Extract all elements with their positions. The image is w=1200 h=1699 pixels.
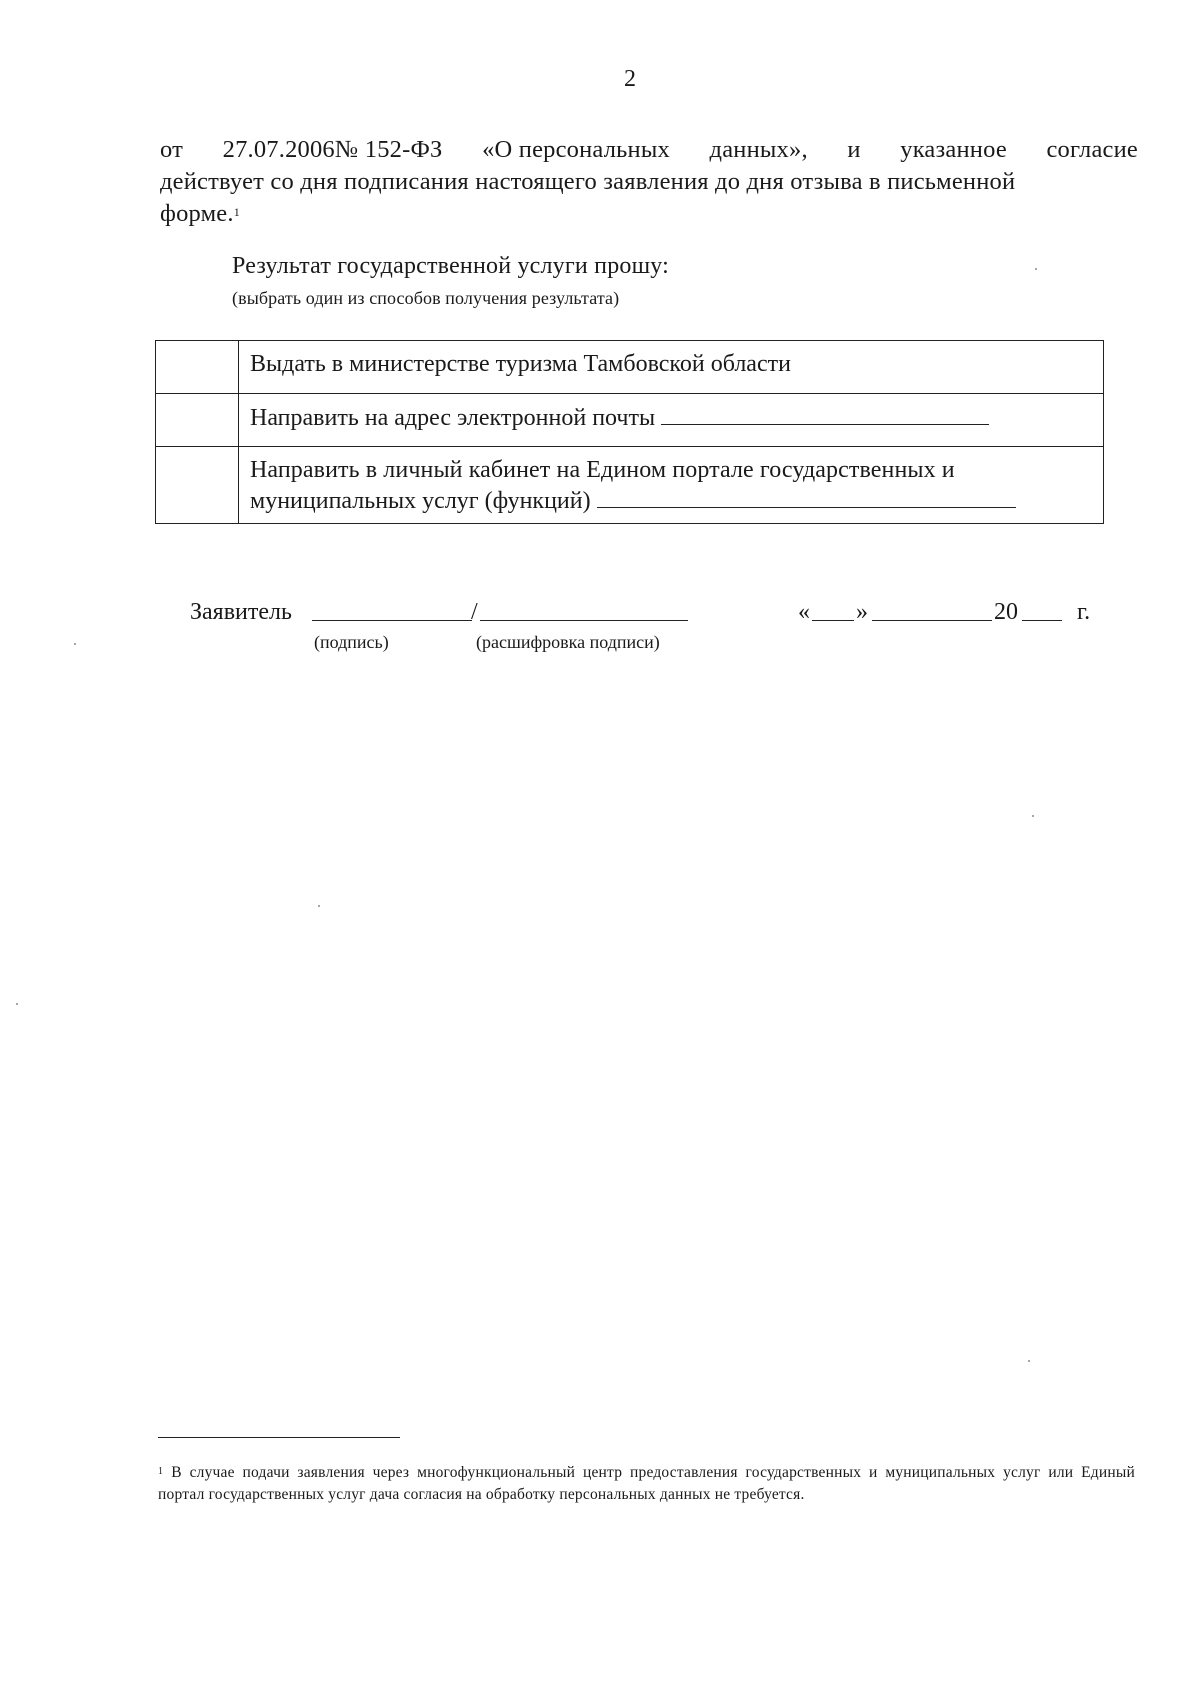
scan-speck <box>318 905 320 907</box>
date-year-prefix: 20 <box>994 599 1018 625</box>
consent-paragraph <box>160 134 1138 230</box>
option-label <box>239 394 1104 447</box>
consent-line-3 <box>160 198 1138 230</box>
footnote-divider <box>158 1437 400 1438</box>
footnote <box>158 1462 1135 1506</box>
option-row <box>156 341 1104 394</box>
applicant-label: Заявитель <box>190 599 292 625</box>
option-label <box>239 341 1104 394</box>
signature-caption: (подпись) <box>314 632 389 652</box>
date-month-field[interactable] <box>872 620 992 621</box>
option-checkbox-portal[interactable] <box>156 447 239 524</box>
page-number: 2 <box>624 66 636 92</box>
signature-field[interactable] <box>312 620 472 621</box>
footnote-text: В случае подачи заявления через многофункциональный центр предоставления государственных и муниципальных услуг или Единый портал государственных услуг дача согласия на обработку персональных данных не требуется. <box>158 1464 1135 1503</box>
date-year-field[interactable] <box>1022 620 1062 621</box>
consent-word: от <box>160 136 184 163</box>
option-checkbox-ministry[interactable] <box>156 341 239 394</box>
option-row <box>156 394 1104 447</box>
footnote-reference[interactable]: 1 <box>233 205 240 219</box>
option-label-line: Направить в личный кабинет на Едином портале государственных и <box>250 457 955 483</box>
portal-account-field[interactable] <box>597 485 1016 508</box>
consent-word: согласие <box>1046 136 1138 163</box>
consent-line-3-text: форме. <box>160 200 234 227</box>
consent-word: «О персональных <box>482 136 670 163</box>
email-field[interactable] <box>661 402 989 425</box>
date-quote-open: « <box>798 599 810 625</box>
date-quote-close: » <box>856 599 868 625</box>
option-label-text: муниципальных услуг (функций) <box>250 488 591 514</box>
scan-speck <box>1032 815 1034 817</box>
result-hint: (выбрать один из способов получения результата) <box>232 288 620 308</box>
option-label <box>239 447 1104 524</box>
option-label-text: Выдать в министерстве туризма Тамбовской области <box>250 351 791 377</box>
option-checkbox-email[interactable] <box>156 394 239 447</box>
footnote-number: 1 <box>158 1466 164 1477</box>
result-title: Результат государственной услуги прошу: <box>232 253 670 279</box>
consent-word: и <box>847 136 861 163</box>
consent-line-1 <box>160 134 1138 166</box>
consent-line-2: действует со дня подписания настоящего заявления до дня отзыва в письменной <box>160 168 1016 195</box>
signature-decode-caption: (расшифровка подписи) <box>476 632 660 652</box>
consent-word: указанное <box>900 136 1007 163</box>
consent-word: 27.07.2006№ 152-ФЗ <box>222 136 443 163</box>
signature-decode-field[interactable] <box>480 620 688 621</box>
scan-speck <box>1035 268 1037 270</box>
date-year-suffix: г. <box>1077 599 1091 625</box>
date-day-field[interactable] <box>812 620 854 621</box>
option-label-text: Направить на адрес электронной почты <box>250 405 656 431</box>
result-options-table <box>155 340 1104 524</box>
signature-slash: / <box>471 599 478 625</box>
option-label-line-2 <box>250 485 1097 516</box>
signature-row <box>190 599 1130 633</box>
consent-word: данных», <box>709 136 808 163</box>
scan-speck <box>1028 1360 1030 1362</box>
option-row <box>156 447 1104 524</box>
scan-speck <box>16 1003 18 1005</box>
scan-speck <box>74 643 76 645</box>
